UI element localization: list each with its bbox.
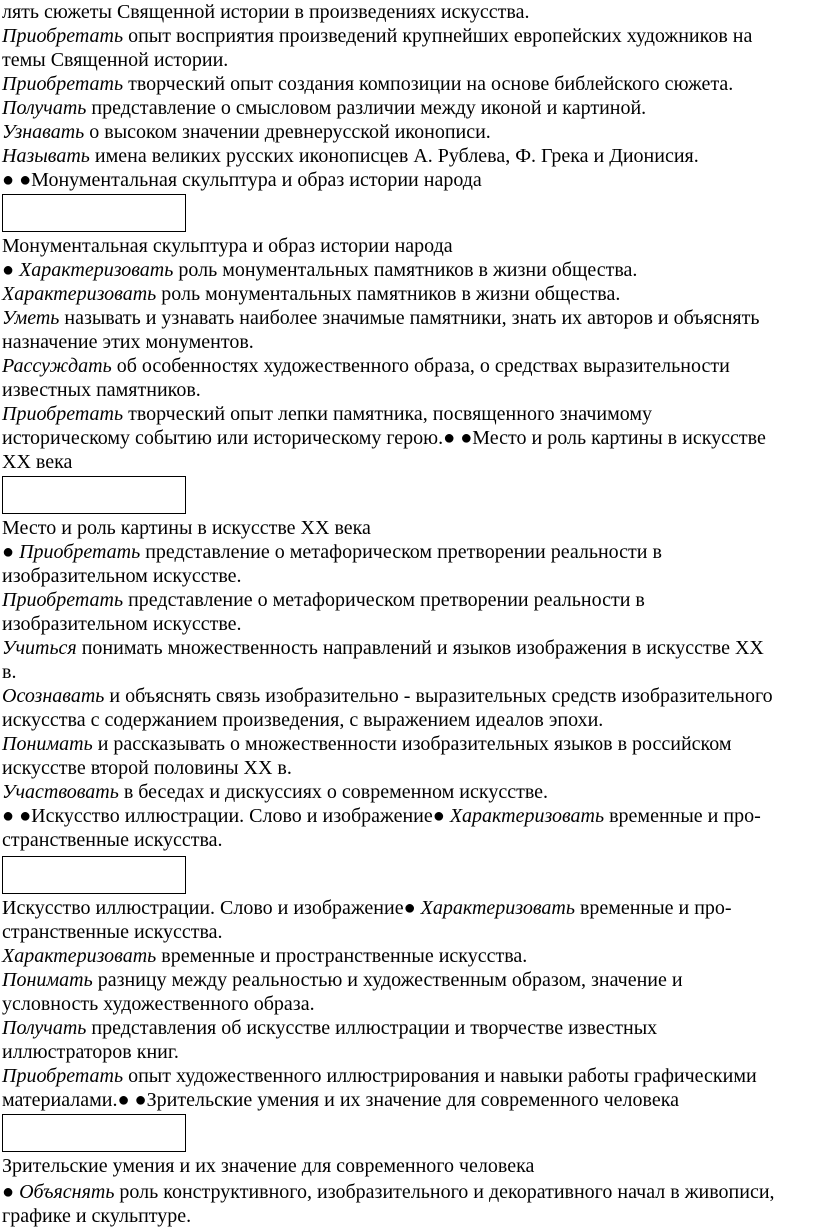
text-line (2, 612, 242, 636)
italic-verb: Приобретать (19, 541, 141, 563)
text-line (2, 896, 732, 920)
text-line (2, 24, 752, 48)
text-line (2, 780, 548, 804)
text-line (2, 944, 527, 968)
text-line (2, 72, 733, 96)
text-line (2, 920, 223, 944)
text-run: творческий опыт лепки памятника, посвященного значимому (123, 403, 653, 425)
text-run: ● ●Монументальная скульптура и образ истории народа (2, 169, 482, 191)
text-line (2, 378, 201, 402)
empty-box (2, 856, 186, 894)
text-line (2, 968, 683, 992)
italic-verb: Понимать (2, 733, 93, 755)
text-run: называть и узнавать наиболее значимые памятники, знать их авторов и объяснять (59, 307, 760, 329)
text-run: роль монументальных памятников в жизни общества. (173, 259, 638, 281)
text-run: искусстве второй половины XX в. (2, 757, 292, 779)
italic-verb: Приобретать (2, 25, 124, 47)
text-line (2, 450, 72, 474)
text-line (2, 354, 730, 378)
text-line (2, 168, 482, 192)
text-run: Место и роль картины в искусстве XX века (2, 517, 371, 539)
italic-verb: Характеризовать (19, 259, 174, 281)
text-line (2, 330, 254, 354)
text-run: временные и про- (604, 805, 761, 827)
italic-verb: Называть (2, 145, 90, 167)
text-run: о высоком значении древнерусской иконописи. (84, 121, 491, 143)
text-line (2, 120, 491, 144)
text-run: представление о метафорическом претворении реальности в (123, 589, 645, 611)
text-line (2, 1204, 191, 1228)
italic-verb: Объяснять (19, 1181, 115, 1203)
text-line (2, 0, 529, 24)
text-run: условность художественного образа. (2, 993, 315, 1015)
text-run: лять сюжеты Священной истории в произведениях искусства. (2, 1, 530, 23)
text-line (2, 426, 766, 450)
text-line (2, 258, 637, 282)
empty-box (2, 476, 186, 514)
text-line (2, 1180, 775, 1204)
text-line (2, 540, 662, 564)
text-run: ● (2, 1181, 20, 1203)
italic-verb: Характеризовать (420, 897, 575, 919)
text-run: разницу между реальностью и художественным образом, значение и (92, 969, 683, 991)
text-run: искусства с содержанием произведения, с выражением идеалов эпохи. (2, 709, 604, 731)
text-line (2, 1064, 757, 1088)
italic-verb: Характеризовать (449, 805, 605, 827)
italic-verb: Характеризовать (2, 945, 157, 967)
text-line (2, 1088, 679, 1112)
italic-verb: Приобретать (2, 73, 124, 95)
empty-box (2, 194, 186, 232)
text-run: понимать множественность направлений и языков изображения в искусстве XX (76, 637, 764, 659)
text-run: имена великих русских иконописцев А. Рублева, Ф. Грека и Дионисия. (89, 145, 699, 167)
text-run: известных памятников. (2, 379, 201, 401)
text-run: Монументальная скульптура и образ истории народа (2, 235, 453, 257)
italic-verb: Осознавать (2, 685, 105, 707)
text-line (2, 1154, 534, 1178)
text-run: опыт художественного иллюстрирования и навыки работы графическими (123, 1065, 757, 1087)
text-run: в беседах и дискуссиях о современном искусстве. (118, 781, 549, 803)
empty-box (2, 1114, 186, 1152)
text-run: и объяснять связь изобразительно - выразительных средств изобразительного (104, 685, 773, 707)
text-line (2, 402, 652, 426)
text-line (2, 732, 732, 756)
text-line (2, 1016, 657, 1040)
italic-verb: Приобретать (2, 403, 124, 425)
text-run: темы Священной истории. (2, 49, 229, 71)
text-line (2, 804, 761, 828)
text-run: Зрительские умения и их значение для современного человека (2, 1155, 535, 1177)
text-run: ● (2, 541, 20, 563)
text-run: и рассказывать о множественности изобразительных языков в российском (92, 733, 732, 755)
text-line (2, 48, 228, 72)
text-run: материалами.● ●Зрительские умения и их значение для современного человека (2, 1089, 680, 1111)
text-run: изобразительном искусстве. (2, 613, 242, 635)
text-line (2, 564, 242, 588)
text-run: XX века (2, 451, 73, 473)
text-run: временные и про- (574, 897, 732, 919)
text-run: роль конструктивного, изобразительного и декоративного начал в живописи, (114, 1181, 775, 1203)
text-line (2, 588, 645, 612)
text-run: творческий опыт создания композиции на основе библейского сюжета. (123, 73, 734, 95)
text-run: историческому событию или историческому герою.● ●Место и роль картины в искусстве (2, 427, 766, 449)
text-run: представление о смысловом различии между иконой и картиной. (86, 97, 647, 119)
text-run: временные и пространственные искусства. (156, 945, 528, 967)
text-run: ● (2, 259, 20, 281)
text-line (2, 234, 453, 258)
italic-verb: Уметь (2, 307, 60, 329)
italic-verb: Узнавать (2, 121, 85, 143)
text-line (2, 1040, 179, 1064)
italic-verb: Приобретать (2, 589, 124, 611)
italic-verb: Понимать (2, 969, 93, 991)
text-line (2, 708, 603, 732)
text-line (2, 96, 646, 120)
text-line (2, 660, 16, 684)
text-line (2, 828, 223, 852)
text-line (2, 636, 764, 660)
text-run: иллюстраторов книг. (2, 1041, 179, 1063)
text-line (2, 144, 699, 168)
text-run: странственные искусства. (2, 829, 223, 851)
text-run: роль монументальных памятников в жизни общества. (156, 283, 621, 305)
text-run: графике и скульптуре. (2, 1205, 192, 1227)
italic-verb: Приобретать (2, 1065, 124, 1087)
text-line (2, 516, 371, 540)
text-line (2, 756, 292, 780)
text-line (2, 282, 620, 306)
italic-verb: Получать (2, 97, 87, 119)
text-run: об особенностях художественного образа, о средствах выразительности (111, 355, 730, 377)
italic-verb: Рассуждать (2, 355, 112, 377)
text-run: назначение этих монументов. (2, 331, 254, 353)
text-run: опыт восприятия произведений крупнейших европейских художников на (123, 25, 753, 47)
text-run: представление о метафорическом претворении реальности в (140, 541, 662, 563)
text-run: ● ●Искусство иллюстрации. Слово и изображение● (2, 805, 450, 827)
italic-verb: Участвовать (2, 781, 119, 803)
text-run: Искусство иллюстрации. Слово и изображение● (2, 897, 421, 919)
text-run: изобразительном искусстве. (2, 565, 242, 587)
italic-verb: Получать (2, 1017, 87, 1039)
text-line (2, 306, 759, 330)
text-run: странственные искусства. (2, 921, 223, 943)
text-run: представления об искусстве иллюстрации и творчестве известных (86, 1017, 658, 1039)
italic-verb: Характеризовать (2, 283, 157, 305)
text-line (2, 684, 773, 708)
text-line (2, 992, 315, 1016)
italic-verb: Учиться (2, 637, 77, 659)
text-run: в. (2, 661, 17, 683)
